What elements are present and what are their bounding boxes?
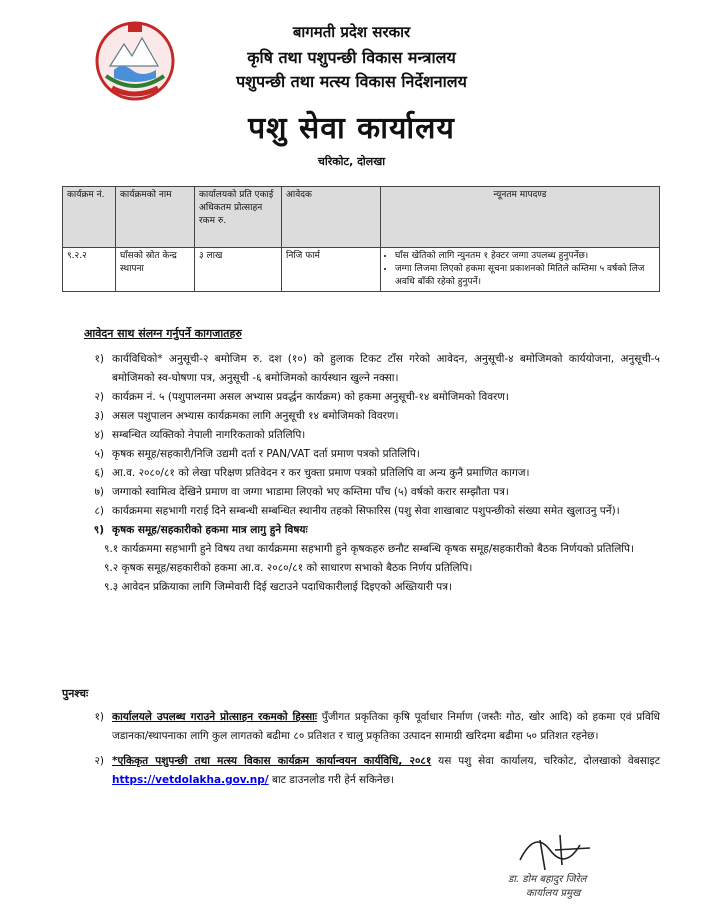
item-text: कार्यक्रम नं. ५ (पशुपालनमा असल अभ्यास प्रवर्द्धन कार्यक्रम) को हकमा अनुसूची-१४ बमोजिमको विवरण। <box>112 391 509 403</box>
note-item <box>70 708 660 746</box>
government-name: बागमती प्रदेश सरकार <box>292 23 411 41</box>
list-item <box>70 521 660 540</box>
cell-amount: ३ लाख <box>195 248 282 292</box>
note-item <box>70 752 660 790</box>
item-text: कार्यक्रममा सहभागी गराई दिने सम्बन्धी सम्बन्धित स्थानीय तहको सिफारिस (पशु सेवा शाखाबाट पशुपन्छीको संख्या समेत खुलाउनु पर्ने)। <box>112 505 620 517</box>
sub-list <box>70 540 660 597</box>
item-text: कार्यविधिको* अनुसूची-२ बमोजिम रु. दश (१०) को हुलाक टिकट टाँस गरेको आवेदन, अनुसूची-४ बमोजिमको कार्ययोजना, अनुसूची-५ बमोजिमको स्व-घोषणा पत्र, अनुसूची -६ बमोजिमको कार्यस्थान खुल्ने नक्सा। <box>112 353 660 384</box>
item-text: कृषक समूह/सहकारी/निजि उद्यमी दर्ता र PAN/VAT दर्ता प्रमाण पत्रको प्रतिलिपि। <box>112 448 420 460</box>
note-text <box>112 708 660 746</box>
program-table <box>62 186 660 292</box>
cell-criteria <box>381 248 660 292</box>
table-row <box>63 248 660 292</box>
cell-name: घाँसको स्रोत केन्द्र स्थापना <box>116 248 195 292</box>
item-text: कृषक समूह/सहकारीको हकमा मात्र लागु हुने विषयः <box>112 524 308 536</box>
col-header-name: कार्यक्रमको नाम <box>116 187 195 248</box>
col-header-number: कार्यक्रम नं. <box>63 187 116 248</box>
sub-item <box>104 559 660 578</box>
website-link[interactable]: https://vetdolakha.gov.np/ <box>112 774 269 786</box>
criteria-item: • जग्गा लिजमा लिएको हकमा सूचना प्रकाशनको मितिले कम्तिमा ५ वर्षको लिज अवधि बाँकी रहेको हुनुपर्ने। <box>395 263 655 289</box>
sub-item <box>104 578 660 597</box>
office-location: चरिकोट, दोलखा <box>317 155 386 168</box>
signature-name: डा. डोम बहादुर जिरेल <box>508 874 587 885</box>
item-number: ३) <box>94 410 104 422</box>
sub-item-text: ९.२ कृषक समूह/सहकारीको हकमा आ.व. २०८०/८१ को साधारण सभाको बैठक निर्णय प्रतिलिपि। <box>104 562 473 574</box>
list-item <box>70 464 660 483</box>
item-text: जग्गाको स्वामित्व देखिने प्रमाण वा जग्गा भाडामा लिएको भए कम्तिमा पाँच (५) वर्षको करार सम्झौता पत्र। <box>112 486 509 498</box>
note-heading: *एकिकृत पशुपन्छी तथा मत्स्य विकास कार्यक्रम कार्यान्वयन कार्यविधि, २०८१ <box>112 755 432 767</box>
col-header-amount: कार्यालयको प्रति एकाई अधिकतम प्रोत्साहन रकम रु. <box>195 187 282 248</box>
list-item <box>70 426 660 445</box>
note-number: १) <box>94 711 104 723</box>
list-item <box>70 388 660 407</box>
note-text <box>112 752 660 790</box>
sub-item-text: ९.३ आवेदन प्रक्रियाका लागि जिम्मेवारी दिई खटाउने पदाधिकारीलाई दिइएको अख्तियारी पत्र। <box>104 581 452 593</box>
item-text: आ.व. २०८०/८१ को लेखा परिक्षण प्रतिवेदन र कर चुक्ता प्रमाण पत्रको प्रतिलिपि वा अन्य कुनै प्रमाणित कागज। <box>112 467 530 479</box>
cell-number: ९.२.२ <box>63 248 116 292</box>
documents-list <box>70 350 660 597</box>
signature-image <box>500 820 620 900</box>
list-item <box>70 502 660 521</box>
item-text: सम्बन्धित व्यक्तिको नेपाली नागरिकताको प्रतिलिपि। <box>112 429 306 441</box>
item-number: २) <box>94 391 104 403</box>
item-number: ८) <box>94 505 104 517</box>
note-heading: कार्यालयले उपलब्ध गराउने प्रोत्साहन रकमको हिस्साः <box>112 711 318 723</box>
item-number: ५) <box>94 448 104 460</box>
item-number: १) <box>94 353 104 365</box>
item-number: ४) <box>94 429 104 441</box>
signature-title: कार्यालय प्रमुख <box>526 888 581 899</box>
list-item <box>70 350 660 388</box>
item-text: असल पशुपालन अभ्यास कार्यक्रमका लागि अनुसूची १४ बमोजिमको विवरण। <box>112 410 399 422</box>
note-body: यस पशु सेवा कार्यालय, चरिकोट, दोलखाको वेबसाइट <box>431 755 660 767</box>
office-title: पशु सेवा कार्यालय <box>248 111 455 146</box>
list-item <box>70 483 660 502</box>
sub-item <box>104 540 660 559</box>
item-number: ६) <box>94 467 104 479</box>
directorate-name: पशुपन्छी तथा मत्स्य विकास निर्देशनालय <box>236 72 467 91</box>
documents-section-title: आवेदन साथ संलग्न गर्नुपर्ने कागजातहरु <box>84 327 242 340</box>
list-item <box>70 445 660 464</box>
criteria-item: • घाँस खेतिको लागि न्युनतम १ हेक्टर जग्गा उपलब्ध हुनुपर्नेछ। <box>395 250 655 263</box>
notes-title: पुनश्चः <box>62 687 89 700</box>
ministry-name: कृषि तथा पशुपन्छी विकास मन्त्रालय <box>247 48 456 67</box>
cell-applicant: निजि फार्म <box>282 248 381 292</box>
sub-item-text: ९.१ कार्यक्रममा सहभागी हुने विषय तथा कार्यक्रममा सहभागी हुने कृषकहरु छनौट सम्बन्धि कृषक समूह/सहकारीको बैठक निर्णयको प्रतिलिपि। <box>104 543 634 555</box>
item-number: ९) <box>93 524 104 536</box>
note-body-end: बाट डाउनलोड गरी हेर्न सकिनेछ। <box>268 774 395 786</box>
table-header-row <box>63 187 660 248</box>
item-number: ७) <box>94 486 104 498</box>
note-number: २) <box>94 755 104 767</box>
col-header-criteria: न्यूनतम मापदण्ड <box>381 187 660 248</box>
note-body: पुँजीगत प्रकृतिका कृषि पूर्वाधार निर्माण (जस्तैः गोठ, खोर आदि) को हकमा एवं प्रविधि जडानका/स्थापनाका लागि कुल लागतको बढीमा ८० प्रतिशत र चालु प्रकृतिका उत्पादन सामाग्री खरिदमा बढीमा ५० प्रतिशत रहनेछ। <box>112 711 660 742</box>
list-item <box>70 407 660 426</box>
notes-list <box>70 708 660 790</box>
col-header-applicant: आवेदक <box>282 187 381 248</box>
